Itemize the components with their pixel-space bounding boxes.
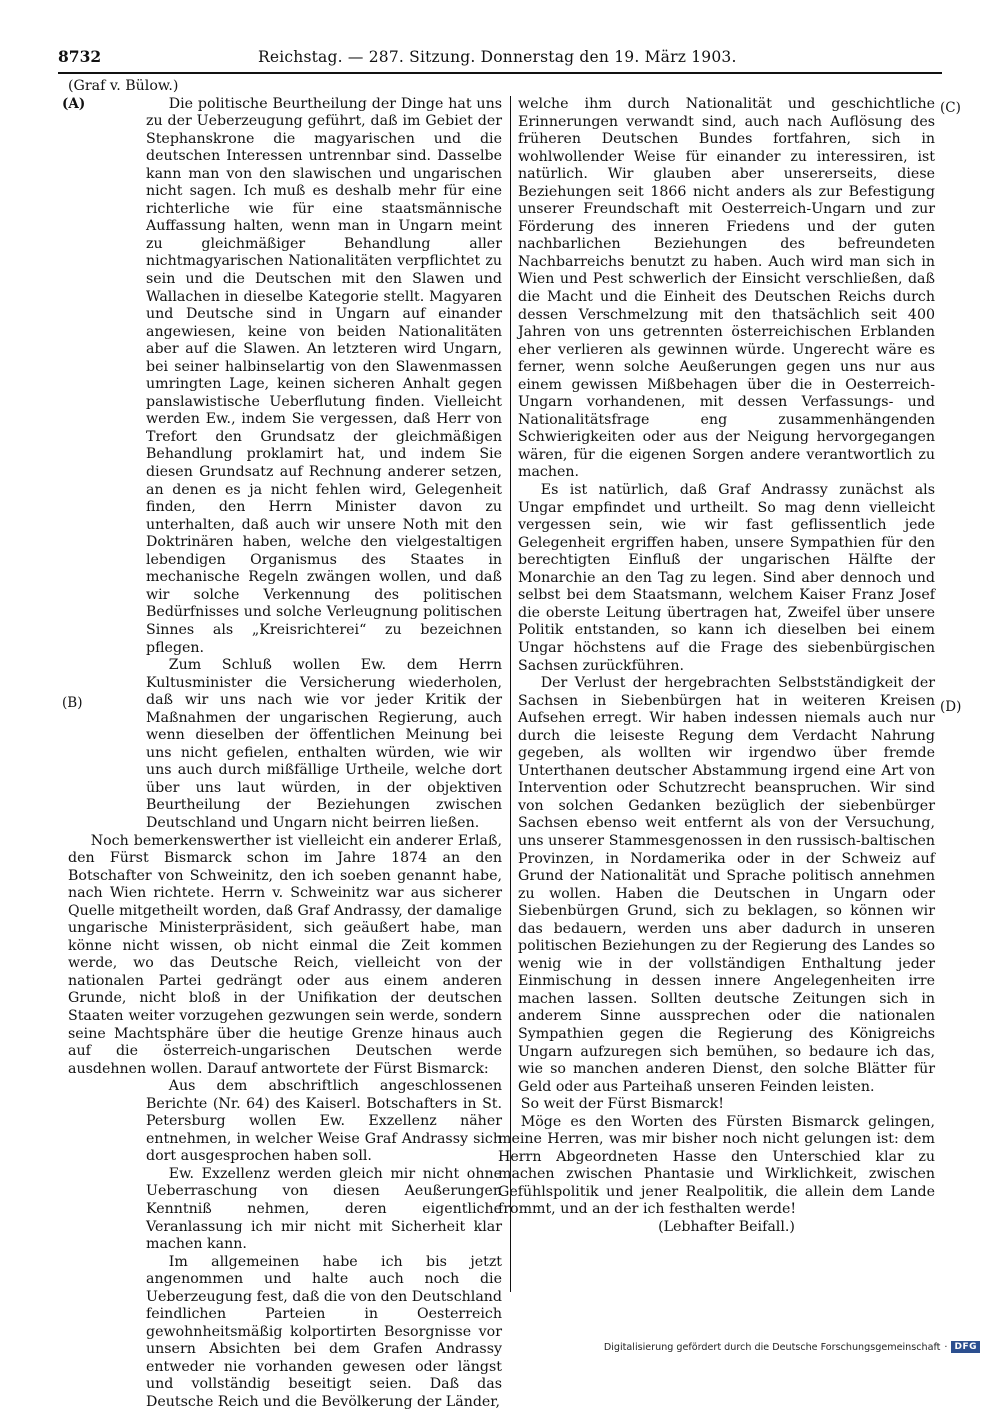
quote-paragraph: Im allgemeinen habe ich bis jetzt angenommen und halte auch noch die Ueberzeugung fest, daß die von den Deutschland feindlichen Parteien in Oesterreich gewohnheitsmäßig kolportirten Besorgnisse vor unsern Absichten bei dem Grafen Andrassy entweder nie vorhanden gewesen oder längst und vollständig beseitigt seien. Daß das Deutsche Reich und die Bevölkerung der Länder,: [146, 1253, 502, 1411]
dfg-logo: DFG: [951, 1341, 980, 1353]
speaker-label: (Graf v. Bülow.): [68, 78, 179, 94]
paragraph: Die politische Beurtheilung der Dinge hat uns zu der Ueberzeugung geführt, daß im Gebiet der Stephanskrone die magyarischen und die deutschen Interessen untrennbar sind. Dasselbe kann man von den slawischen und ungarischen nicht sagen. Ich muß es deshalb mehr für eine richterliche wie für eine staatsmännische Auffassung halten, wenn man in Ungarn meint zu gleichmäßiger Behandlung aller nichtmagyarischen Nationalitäten verpflichtet zu sein und die Deutschen mit den Slawen und Wallachen in dieselbe Kategorie stellt. Magyaren und Deutsche sind in Ungarn auf einander angewiesen, keine von beiden Nationalitäten aber auf die Slawen. An letzteren wird Ungarn, bei seiner halbinselartig von den Slawenmassen umringten Lage, keinen sicheren Anhalt gegen panslawistische Ueberflutung finden. Vielleicht werden Ew., indem Sie vergessen, daß Herr von Trefort den Grundsatz der gleichmäßigen Behandlung proklamirt hat, und indem Sie diesen Grundsatz auf Rechnung anderer setzen, an denen es ja nicht fehlen wird, Gelegenheit finden, den Herrn Minister davon zu unterhalten, daß auch wir unsere Noth mit den Doktrinären haben, welche den vielgestaltigen lebendigen Organismus des Staates in mechanische Regeln zwängen wollen, und daß wir solche Verkennung des politischen Bedürfnisses und solche Verleugnung politischen Sinnes als „Kreisrichterei“ zu bezeichnen pflegen.: [146, 95, 502, 656]
paragraph: Noch bemerkenswerther ist vielleicht ein anderer Erlaß, den Fürst Bismarck schon im Jahre 1874 an den Botschafter von Schweinitz, den ich soeben genannt habe, nach Wien richtete. Herrn v. Schweinitz war aus sicherer Quelle mitgetheilt worden, daß Graf Andrassy, der damalige ungarische Ministerpräsident, sich geäußert habe, man könne nicht wissen, ob nicht einmal die Zeit kommen werde, wo das Deutsche Reich, vielleicht von der nationalen Partei gedrängt oder aus einem anderen Grunde, nicht bloß in der Unifikation der deutschen Staaten weiter vorzugehen gezwungen sein werde, sondern seine Machtsphäre über die heutige Grenze hinaus auch auf die österreich-ungarischen Deutschen werde ausdehnen wollen. Darauf antwortete der Fürst Bismarck:: [68, 832, 502, 1077]
margin-marker-b: (B): [62, 695, 83, 711]
right-column: [498, 96, 935, 1237]
page-header: [58, 46, 942, 74]
margin-marker-a: (A): [62, 96, 86, 112]
paragraph: Zum Schluß wollen Ew. dem Herrn Kultusminister die Versicherung wiederholen, daß wir uns nach wie vor jeder Kritik der Maßnahmen der ungarischen Regierung, auch wenn dieselben der öffentlichen Meinung bei uns nicht gefielen, enthalten würden, wie wir uns auch durch mißfällige Urtheile, welche dort über uns laut würden, in der objektiven Beurtheilung der Beziehungen zwischen Deutschland und Ungarn nicht beirren ließen.: [146, 657, 502, 831]
paragraph: So weit der Fürst Bismarck!: [520, 1096, 724, 1113]
quote-paragraph: Aus dem abschriftlich angeschlossenen Berichte (Nr. 64) des Kaiserl. Botschafters in St. Petersburg wollen Ew. Exzellenz näher entnehmen, in welcher Weise Graf Andrassy sich dort ausgesprochen haben soll.: [146, 1078, 502, 1165]
separator-icon: ·: [944, 1341, 948, 1353]
paragraph: Der Verlust der hergebrachten Selbstständigkeit der Sachsen in Siebenbürgen hat in weiteren Kreisen Aufsehen erregt. Wir haben indessen niemals auch nur durch die leiseste Regung dem Verdacht Nahrung gegeben, als wollten wir irgendwo über fremde Unterthanen deutscher Abstammung irgend eine Art von Intervention oder Schutzrecht beanspruchen. Wir sind von solchen Gedanken bezüglich der siebenbürger Sachsen ebenso weit entfernt als von der Versuchung, uns unserer Stammesgenossen in den russisch-baltischen Provinzen, in Nordamerika oder in der Schweiz auf Grund der Nationalität und Sprache politisch annehmen zu wollen. Haben die Deutschen in Ungarn oder Siebenbürgen Grund, sich zu beklagen, so können wir das bedauern, werden uns aber dadurch in unseren politischen Beziehungen zu der Regierung des Landes so wenig wie in der vollständigen Enthaltung jeder Einmischung in dessen innere Angelegenheiten irre machen lassen. Sollten deutsche Zeitungen sich in anderem Sinne aussprechen oder die nationalen Sympathien gegen die Regierung des Königreichs Ungarn aufzuregen sich bemühen, so bedaure ich das, wie so manchen anderen Dienst, den solche Blätter für Geld oder aus Parteihaß unseren Feinden leisten.: [518, 675, 935, 1095]
footer-credit: [604, 1341, 980, 1353]
quote-paragraph: Ew. Exzellenz werden gleich mir nicht ohne Ueberraschung von diesen Aeußerungen Kenntniß nehmen, deren eigentliche Veranlassung ich mir nicht mit Sicherheit klar machen kann.: [146, 1165, 502, 1253]
applause-note: (Lebhafter Beifall.): [658, 1219, 795, 1235]
running-title: Reichstag. — 287. Sitzung. Donnerstag den 19. März 1903.: [258, 48, 737, 66]
left-column: [68, 78, 502, 1412]
margin-marker-d: (D): [940, 699, 962, 715]
footer-text: Digitalisierung gefördert durch die Deutsche Forschungsgemeinschaft: [603, 1341, 941, 1353]
paragraph: Es ist natürlich, daß Graf Andrassy zunächst als Ungar empfindet und urtheilt. So mag denn vielleicht vergessen sein, wie wir fast geflissentlich jede Gelegenheit ergriffen haben, unsere Sympathien für den berechtigten Einfluß der ungarischen Hälfte der Monarchie an den Tag zu legen. Sind aber dennoch und selbst bei dem Staatsmann, welchem Kaiser Franz Josef die oberste Leitung übertragen hat, Zweifel über unsere Politik entstanden, so kann ich dieselben bei einem Ungar höchstens auf die Frage des siebenbürgischen Sachsen zurückführen.: [518, 482, 935, 674]
page-number: 8732: [58, 47, 102, 66]
paragraph: Möge es den Worten des Fürsten Bismarck gelingen, meine Herren, was mir bisher noch nicht gelungen ist: dem Herrn Abgeordneten Hasse den Unterschied klar zu machen zwischen Phantasie und Wirklichkeit, zwischen Gefühlspolitik und jener Realpolitik, die allein dem Lande frommt, und an der ich festhalten werde!: [498, 1113, 935, 1218]
paragraph: welche ihm durch Nationalität und geschichtliche Erinnerungen verwandt sind, auch nach Auflösung des früheren Deutschen Bundes fortfahren, sich in wohlwollender Weise für einander zu interessiren, ist natürlich. Wir glauben aber unsererseits, diese Beziehungen seit 1866 nicht anders als zur Befestigung unserer Freundschaft mit Oesterreich-Ungarn und zur Förderung des inneren Friedens und der guten nachbarlichen Beziehungen des befreundeten Nachbarreichs benutzt zu haben. Auch wird man sich in Wien und Pest schwerlich der Einsicht verschließen, daß die Macht und die Einheit des Deutschen Reichs durch dessen Verschmelzung mit den thatsächlich seit 400 Jahren von uns getrennten österreichischen Erblanden eher verlieren als gewinnen würde. Ungerecht wäre es ferner, wenn solche Aeußerungen gegen uns nur aus einem gewissen Mißbehagen über die in Oesterreich-Ungarn vorhandenen, mit dessen Verfassungs- und Nationalitätsfrage eng zusammenhängenden Schwierigkeiten oder aus der Neigung hervorgegangen wären, für die eigenen Sorgen andere verantwortlich zu machen.: [518, 96, 935, 481]
margin-marker-c: (C): [940, 100, 961, 116]
